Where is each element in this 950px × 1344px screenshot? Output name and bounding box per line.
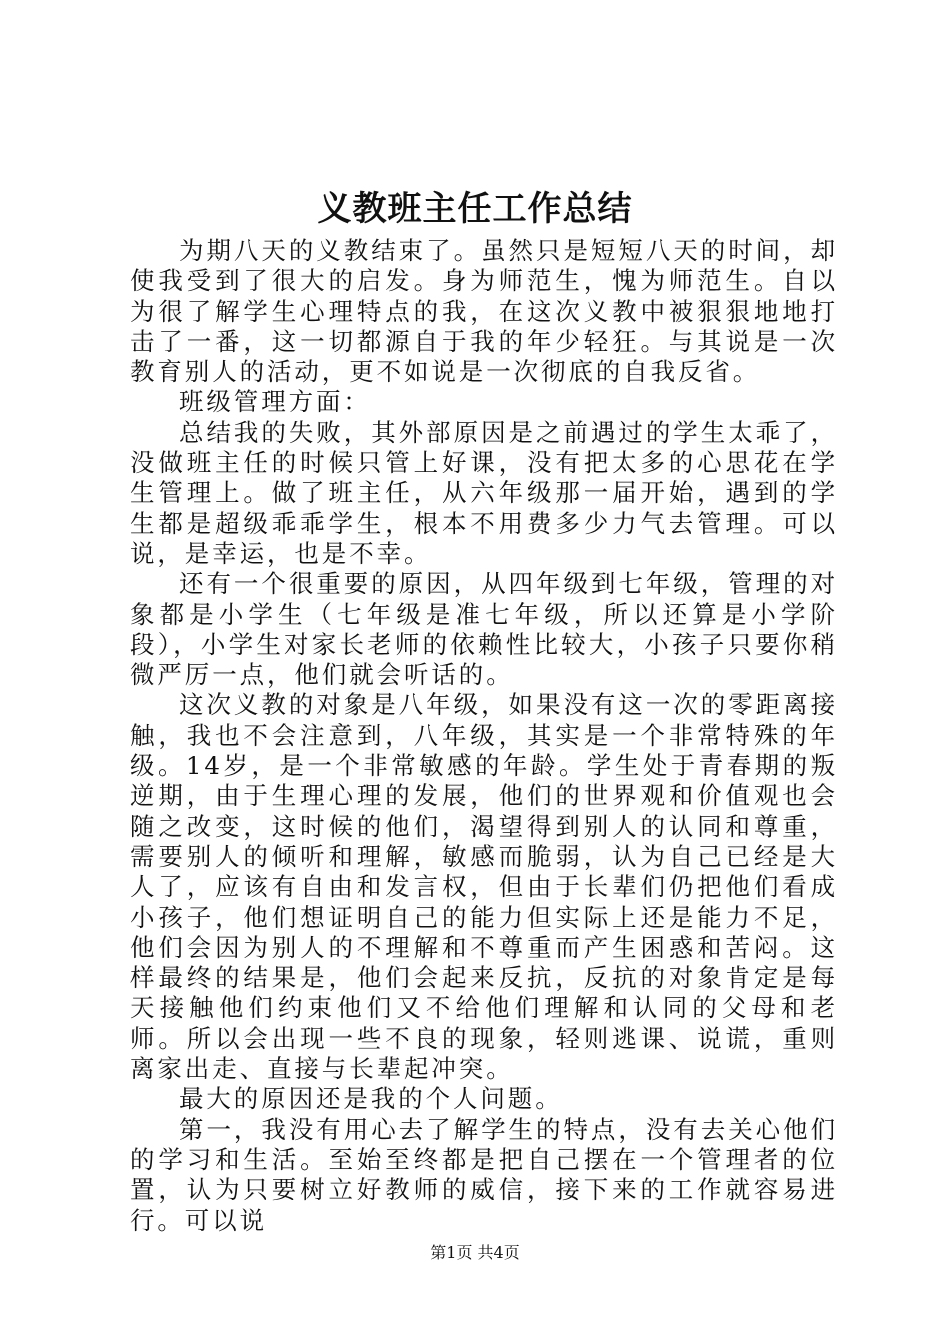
paragraph: 为期八天的义教结束了。虽然只是短短八天的时间，却使我受到了很大的启发。身为师范生，愧为师范生。自以为很了解学生心理特点的我，在这次义教中被狠狠地地打击了一番，这一切都源自于我的年少轻狂。与其说是一次教育别人的活动，更不如说是一次彻底的自我反省。 bbox=[130, 236, 838, 387]
paragraph: 这次义教的对象是八年级，如果没有这一次的零距离接触，我也不会注意到，八年级，其实是一个非常特殊的年级。14岁，是一个非常敏感的年龄。学生处于青春期的叛逆期，由于生理心理的发展，他们的世界观和价值观也会随之改变，这时候的他们，渴望得到别人的认同和尊重，需要别人的倾听和理解，敏感而脆弱，认为自己已经是大人了，应该有自由和发言权，但由于长辈们仍把他们看成小孩子，他们想证明自己的能力但实际上还是能力不足，他们会因为别人的不理解和不尊重而产生困惑和苦闷。这样最终的结果是，他们会起来反抗，反抗的对象肯定是每天接触他们约束他们又不给他们理解和认同的父母和老师。所以会出现一些不良的现象，轻则逃课、说谎，重则离家出走、直接与长辈起冲突。 bbox=[130, 690, 838, 1084]
paragraph-section-heading: 班级管理方面： bbox=[179, 387, 371, 417]
paragraph: 总结我的失败，其外部原因是之前遇过的学生太乖了，没做班主任的时候只管上好课，没有把太多的心思花在学生管理上。做了班主任，从六年级那一届开始，遇到的学生都是超级乖乖学生，根本不用费多少力气去管理。可以说，是幸运，也是不幸。 bbox=[130, 417, 838, 568]
paragraph: 第一，我没有用心去了解学生的特点，没有去关心他们的学习和生活。至始至终都是把自己摆在一个管理者的位置，认为只要树立好教师的威信，接下来的工作就容易进行。可以说 bbox=[130, 1114, 838, 1235]
document-title: 义教班主任工作总结 bbox=[317, 189, 633, 229]
paragraph: 还有一个很重要的原因，从四年级到七年级，管理的对象都是小学生（七年级是准七年级，所以还算是小学阶段），小学生对家长老师的依赖性比较大，小孩子只要你稍微严厉一点，他们就会听话的。 bbox=[130, 569, 838, 690]
paragraph: 最大的原因还是我的个人问题。 bbox=[179, 1084, 563, 1114]
page-footer: 第1页 共4页 bbox=[430, 1243, 520, 1262]
document-body bbox=[130, 236, 838, 1236]
